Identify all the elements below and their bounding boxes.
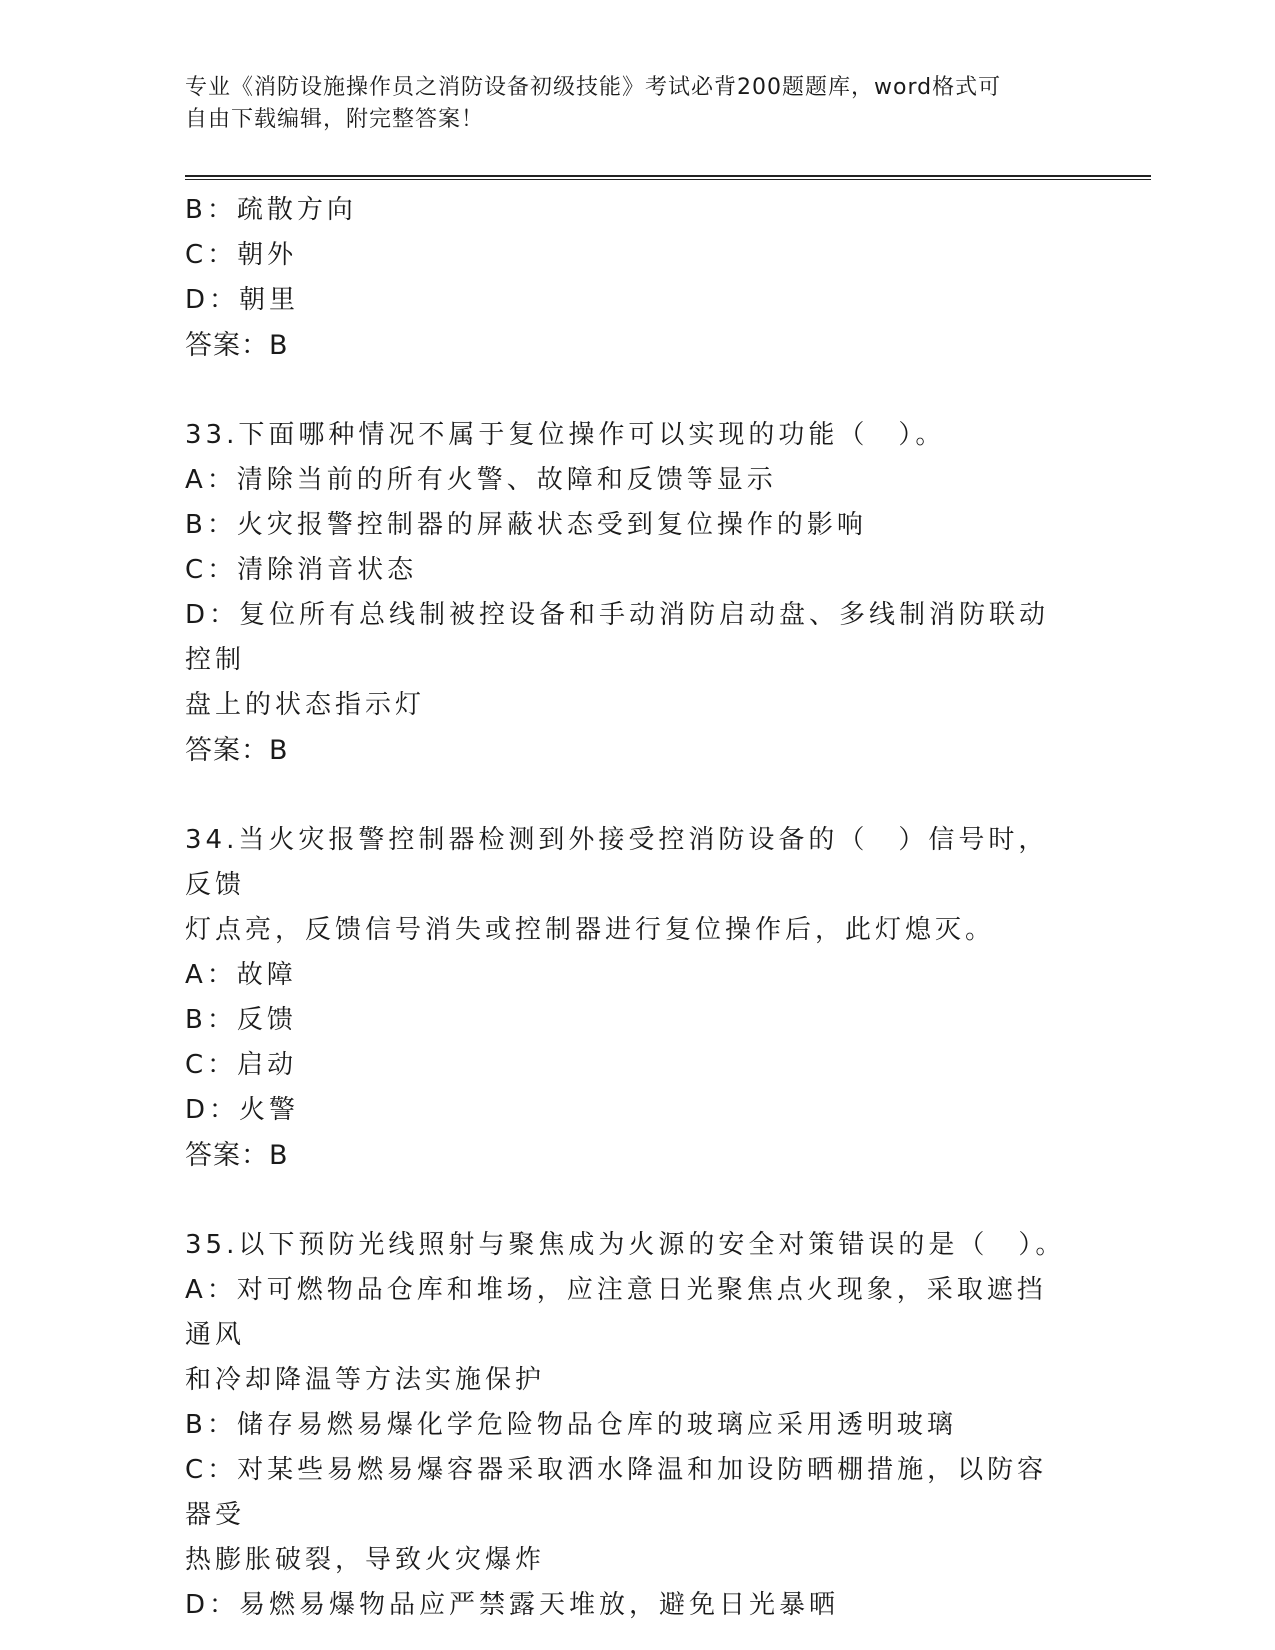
spacer bbox=[185, 1178, 1075, 1223]
option-a: A：对可燃物品仓库和堆场，应注意日光聚焦点火现象，采取遮挡通风 bbox=[185, 1275, 1047, 1350]
option-d: D：易燃易爆物品应严禁露天堆放，避免日光暴晒 bbox=[185, 1590, 840, 1620]
question-stem: 35.以下预防光线照射与聚焦成为火源的安全对策错误的是（ ）。 bbox=[185, 1230, 1066, 1260]
option-a-continued: 和冷却降温等方法实施保护 bbox=[185, 1365, 546, 1395]
option-b: B：疏散方向 bbox=[185, 195, 357, 225]
question-34 bbox=[185, 818, 1075, 1178]
answer: 答案：B bbox=[185, 735, 289, 766]
option-d: D：朝里 bbox=[185, 285, 300, 315]
header-line-1: 专业《消防设施操作员之消防设备初级技能》考试必背200题题库，word格式可 bbox=[185, 75, 1002, 100]
answer: 答案：B bbox=[185, 330, 289, 361]
option-b: B：储存易燃易爆化学危险物品仓库的玻璃应采用透明玻璃 bbox=[185, 1410, 957, 1440]
option-a: A：故障 bbox=[185, 960, 297, 990]
option-c: C：清除消音状态 bbox=[185, 555, 418, 585]
option-b: B：火灾报警控制器的屏蔽状态受到复位操作的影响 bbox=[185, 510, 867, 540]
question-continued bbox=[185, 188, 1075, 368]
question-stem: 34.当火灾报警控制器检测到外接受控消防设备的（ ）信号时，反馈 bbox=[185, 825, 1049, 900]
question-stem-continued: 灯点亮，反馈信号消失或控制器进行复位操作后，此灯熄灭。 bbox=[185, 915, 996, 945]
question-35 bbox=[185, 1223, 1075, 1628]
option-c-continued: 热膨胀破裂，导致火灾爆炸 bbox=[185, 1545, 546, 1575]
spacer bbox=[185, 368, 1075, 413]
question-stem: 33.下面哪种情况不属于复位操作可以实现的功能（ ）。 bbox=[185, 420, 946, 450]
header-line-2: 自由下载编辑，附完整答案！ bbox=[185, 107, 485, 132]
option-a: A：清除当前的所有火警、故障和反馈等显示 bbox=[185, 465, 777, 495]
option-c: C：朝外 bbox=[185, 240, 298, 270]
option-c: C：对某些易燃易爆容器采取洒水降温和加设防晒棚措施，以防容器受 bbox=[185, 1455, 1048, 1530]
page-header bbox=[185, 72, 1065, 136]
option-d: D：火警 bbox=[185, 1095, 300, 1125]
option-c: C：启动 bbox=[185, 1050, 298, 1080]
option-d: D：复位所有总线制被控设备和手动消防启动盘、多线制消防联动控制 bbox=[185, 600, 1050, 675]
spacer bbox=[185, 773, 1075, 818]
option-b: B：反馈 bbox=[185, 1005, 297, 1035]
question-33 bbox=[185, 413, 1075, 773]
option-d-continued: 盘上的状态指示灯 bbox=[185, 690, 426, 720]
answer: 答案：B bbox=[185, 1140, 289, 1171]
header-divider bbox=[185, 175, 1151, 180]
document-body bbox=[185, 188, 1075, 1628]
